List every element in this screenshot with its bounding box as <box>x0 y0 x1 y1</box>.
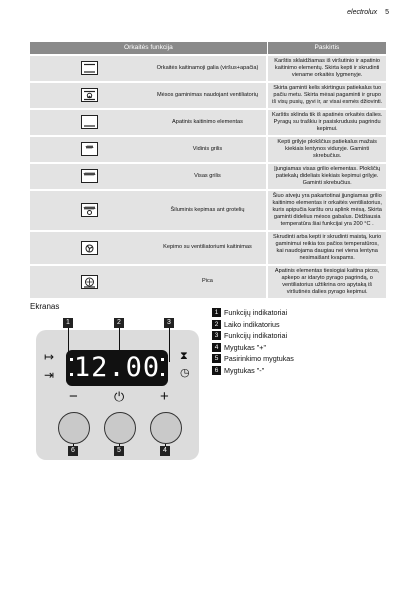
display-screen <box>66 350 168 386</box>
arrow-right-into-bar-icon: ↦ <box>44 350 55 364</box>
clock-icon: ◷ <box>180 367 190 379</box>
legend-number: 4 <box>212 343 221 352</box>
function-name: Visas grilis <box>149 163 268 190</box>
arrow-right-to-bar-icon: ⇥ <box>44 368 55 382</box>
function-icon-cell <box>30 190 149 231</box>
legend-number: 2 <box>212 320 221 329</box>
pizza-icon <box>81 275 98 289</box>
function-description: Įjungiamas visas grilio elementas. Plokščių patiekalų dideliais kiekiais kepimui grilyje. Gaminti skrebučius. <box>267 163 386 190</box>
plus-button[interactable] <box>150 412 182 444</box>
legend-number: 6 <box>212 366 221 375</box>
function-description: Apatinis elementas tiesiogiai kaitina picos, apkepo ar idaryto pyrago pagrindą, o ventiliatorius užtikrina oro apytaką iš viršutinės dalies pyrago kepimui. <box>267 265 386 298</box>
plus-icon: + <box>160 388 169 405</box>
legend-label: Mygtukas "-" <box>224 365 265 375</box>
legend-number: 5 <box>212 354 221 363</box>
section-title: Ekranas <box>30 302 60 311</box>
function-name: Vidinis grilis <box>149 136 268 163</box>
legend-label: Funkcijų indikatoriai <box>224 331 288 340</box>
function-name: Šiluminis kepimas ant grotelių <box>149 190 268 231</box>
fan-ring-icon <box>81 241 98 255</box>
function-icon-cell <box>30 55 149 82</box>
select-button[interactable] <box>104 412 136 444</box>
callout-line <box>169 328 170 362</box>
brand-logo: electrolux <box>347 9 378 16</box>
legend-item <box>212 365 294 377</box>
function-description: Skrudinti arba kepti ir skrudinti maistą, kurio gaminimui reikia tos pačios temperatūros, kai naudojama daugiau nei viena lentyna nesimaišant kvapams. <box>267 231 386 265</box>
small-grill-icon <box>81 142 98 156</box>
callout-number: 6 <box>68 446 78 456</box>
function-icon-cell <box>30 109 149 136</box>
legend-item <box>212 342 294 354</box>
bottom-element-icon <box>81 115 98 129</box>
legend-item <box>212 319 294 331</box>
table-row <box>30 109 386 136</box>
table-row <box>30 265 386 298</box>
callout-number: 3 <box>164 318 174 328</box>
table-header-purpose: Paskirtis <box>267 42 386 55</box>
full-grill-icon <box>81 169 98 183</box>
table-header-function: Orkaitės funkcija <box>30 42 267 55</box>
thermal-grill-icon <box>81 203 98 217</box>
legend-item <box>212 330 294 342</box>
table-row <box>30 55 386 82</box>
legend-number: 1 <box>212 308 221 317</box>
power-select-icon: ⏻ <box>114 389 125 404</box>
function-name: Orkaitės kaitinamoji galia (viršus+apačia) <box>149 55 268 82</box>
function-description: Karštis sklaidžiamas iš viršutinio ir apatinio kaitinimo elementų. Skirta kepti ir skrudinti viename orkaitės lygmenyje. <box>267 55 386 82</box>
function-icon-cell <box>30 82 149 109</box>
function-description: Skirta gaminti kelis skirtingus patiekalus tuo pačiu metu. Skirta mėsai pagaminti ir grupo iš visų pusių, gyvi ir, ar visai esmės džiovinti. <box>267 82 386 109</box>
hourglass-icon: ⧗ <box>180 350 188 362</box>
legend-label: Funkcijų indikatoriai <box>224 308 288 317</box>
control-panel-diagram <box>36 319 199 460</box>
page-header <box>347 9 389 16</box>
function-icon-cell <box>30 265 149 298</box>
callout-number: 4 <box>160 446 170 456</box>
legend-label: Pasirinkimo mygtukas <box>224 354 294 363</box>
legend-item <box>212 353 294 365</box>
table-row <box>30 82 386 109</box>
page-number: 5 <box>385 9 389 16</box>
legend-item <box>212 307 294 319</box>
function-icon-cell <box>30 231 149 265</box>
oven-function-table <box>30 42 386 298</box>
function-name: Pica <box>149 265 268 298</box>
legend-number: 3 <box>212 331 221 340</box>
function-name: Apatinis kaitinimo elementas <box>149 109 268 136</box>
table-row <box>30 190 386 231</box>
minus-icon: − <box>69 388 78 405</box>
legend-label: Laiko indikatorius <box>224 319 280 329</box>
table-row <box>30 231 386 265</box>
function-name: Mėsos gaminimas naudojant ventiliatorių <box>149 82 268 109</box>
fan-bottom-heat-icon <box>81 88 98 102</box>
minus-button[interactable] <box>58 412 90 444</box>
time-display: 12.00 <box>73 352 161 383</box>
function-name: Kepimo su ventiliatoriumi kaitinimas <box>149 231 268 265</box>
legend-label: Mygtukas "+" <box>224 342 267 352</box>
function-icon-cell <box>30 163 149 190</box>
table-row <box>30 163 386 190</box>
callout-number: 2 <box>114 318 124 328</box>
table-row <box>30 136 386 163</box>
function-icon-cell <box>30 136 149 163</box>
callout-number: 1 <box>63 318 73 328</box>
function-description: Karštis sklinda tik iš apatinės orkaitės dalies. Pyragų su traškiu ir pasiskrudusiu pagrindu kepimui. <box>267 109 386 136</box>
bottom-heat-icon <box>81 61 98 75</box>
function-description: Šiuo atveju yra pakartotinai įjungiamas grilio kaitinimo elementas ir orkaitės ventiliatorius, kuris apipučia karštu oru aplink mėsą. Skirta gaminti didelius mėsos gabalus. Didžiausia temperatūra šiai funkcijai yra 200 °C . <box>267 190 386 231</box>
function-description: Kepti grilyje plokščius patiekalus mažais kiekiais lentynos viduryje. Gaminti skrebučius. <box>267 136 386 163</box>
callout-number: 5 <box>114 446 124 456</box>
display-legend <box>212 307 294 376</box>
